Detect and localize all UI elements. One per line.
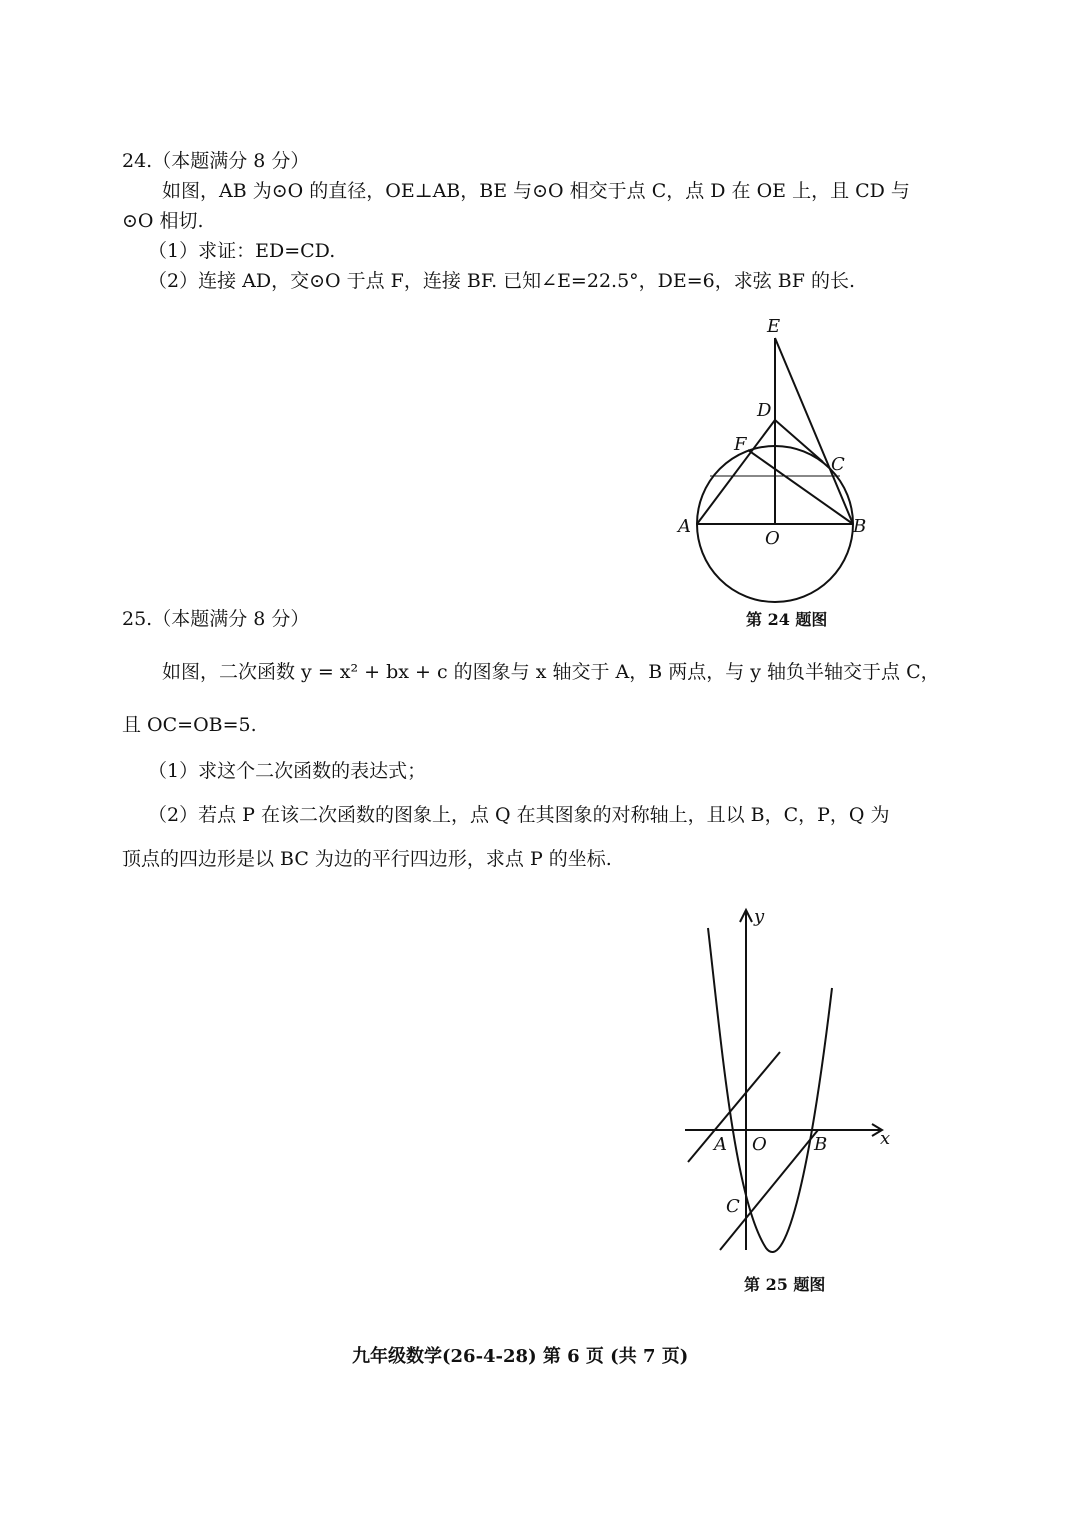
q25-figure (680, 900, 900, 1260)
q24-figure (660, 310, 890, 610)
q25-stem-line1: 如图，二次函数 y = x² + bx + c 的图象与 x 轴交于 A，B 两点，与 y 轴负半轴交于点 C， (162, 661, 940, 683)
label-b: B (814, 1134, 828, 1155)
q24-part2: （2）连接 AD，交⊙O 于点 F，连接 BF. 已知∠E=22.5°，DE=6，求弦 BF 的长. (148, 270, 856, 292)
q24-heading: 24.（本题满分 8 分） (122, 150, 310, 172)
q25-figure-caption: 第 25 题图 (744, 1275, 826, 1294)
q24-part1: （1）求证：ED=CD. (148, 240, 336, 262)
label-f: F (734, 434, 747, 455)
q25-stem-line2: 且 OC=OB=5. (122, 714, 257, 736)
label-x: x (880, 1128, 891, 1149)
label-o: O (752, 1134, 767, 1155)
q25-part2-line1: （2）若点 P 在该二次函数的图象上，点 Q 在其图象的对称轴上，且以 B，C，P，Q 为 (148, 804, 890, 826)
q24-figure-caption: 第 24 题图 (746, 610, 828, 629)
label-d: D (757, 400, 772, 421)
label-a: A (714, 1134, 727, 1155)
q25-heading: 25.（本题满分 8 分） (122, 608, 310, 630)
label-a: A (678, 516, 691, 537)
q24-stem-line2: ⊙O 相切. (122, 210, 204, 232)
label-e: E (767, 316, 781, 337)
segment-dc (775, 420, 823, 462)
label-o: O (765, 528, 780, 549)
label-c: C (726, 1196, 740, 1217)
label-c: C (831, 454, 845, 475)
label-y: y (754, 906, 765, 927)
q25-part2-line2: 顶点的四边形是以 BC 为边的平行四边形，求点 P 的坐标. (122, 848, 612, 870)
line-bc (720, 1130, 818, 1250)
label-b: B (853, 516, 867, 537)
page-footer: 九年级数学(26-4-28) 第 6 页 (共 7 页) (352, 1346, 689, 1367)
q24-stem-line1: 如图，AB 为⊙O 的直径，OE⊥AB，BE 与⊙O 相交于点 C，点 D 在 OE 上，且 CD 与 (162, 180, 910, 202)
q25-part1: （1）求这个二次函数的表达式； (148, 760, 427, 782)
